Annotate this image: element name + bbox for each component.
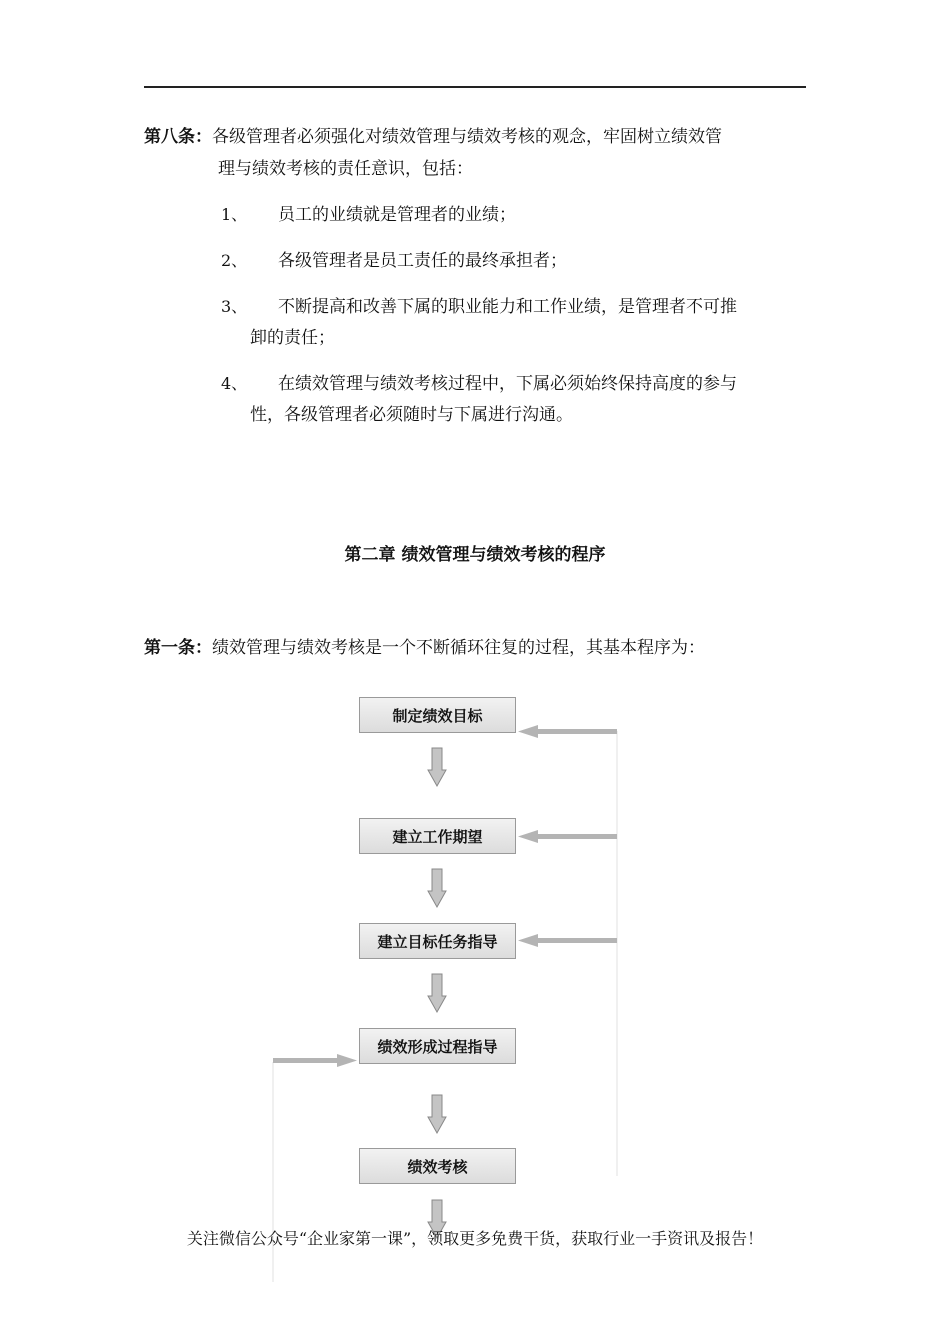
chapter2-title: 第二章 绩效管理与绩效考核的程序 [344, 545, 606, 565]
feedforward-arrow-shaft [273, 1058, 339, 1063]
down-arrow-1 [428, 748, 446, 786]
down-arrow-2 [428, 869, 446, 907]
article1-text: 绩效管理与绩效考核是一个不断循环往复的过程，其基本程序为： [212, 638, 705, 658]
item4-number: 4、 [221, 374, 248, 393]
feedback-arrow-1-head [518, 725, 538, 738]
flow-step-build-expectations: 建立工作期望 [359, 818, 516, 854]
down-arrow-3 [428, 974, 446, 1012]
item3-number: 3、 [221, 297, 248, 316]
flow-step-process-guidance: 绩效形成过程指导 [359, 1028, 516, 1064]
item1-text: 员工的业绩就是管理者的业绩； [278, 205, 516, 225]
article8-label: 第八条： [144, 127, 212, 147]
item3-text-line1: 不断提高和改善下属的职业能力和工作业绩，是管理者不可推 [278, 297, 737, 317]
article8-text-line2: 理与绩效考核的责任意识，包括： [218, 159, 473, 179]
flow-step-task-guidance: 建立目标任务指导 [359, 923, 516, 959]
item2-text: 各级管理者是员工责任的最终承担者； [278, 251, 567, 271]
flow-step-set-goals: 制定绩效目标 [359, 697, 516, 733]
flow-step-appraisal: 绩效考核 [359, 1148, 516, 1184]
feedback-arrow-2-shaft [536, 834, 617, 839]
feedback-arrow-2-head [518, 830, 538, 843]
article8-text-line1: 各级管理者必须强化对绩效管理与绩效考核的观念，牢固树立绩效管 [212, 127, 722, 147]
feedforward-arrow-head [337, 1054, 357, 1067]
footer-notice: 关注微信公众号“企业家第一课”，领取更多免费干货，获取行业一手资讯及报告！ [186, 1229, 764, 1248]
article1-label: 第一条： [144, 638, 212, 658]
item4-text-line2: 性，各级管理者必须随时与下属进行沟通。 [250, 405, 573, 425]
feedback-arrow-3-shaft [536, 938, 617, 943]
feedback-arrow-3-head [518, 934, 538, 947]
feedback-arrows [273, 725, 617, 1067]
item1-number: 1、 [221, 205, 248, 224]
item4-text-line1: 在绩效管理与绩效考核过程中，下属必须始终保持高度的参与 [278, 374, 737, 394]
item2-number: 2、 [221, 251, 248, 270]
item3-text-line2: 卸的责任； [250, 328, 335, 348]
feedback-arrow-1-shaft [536, 729, 617, 734]
down-arrow-4 [428, 1095, 446, 1133]
